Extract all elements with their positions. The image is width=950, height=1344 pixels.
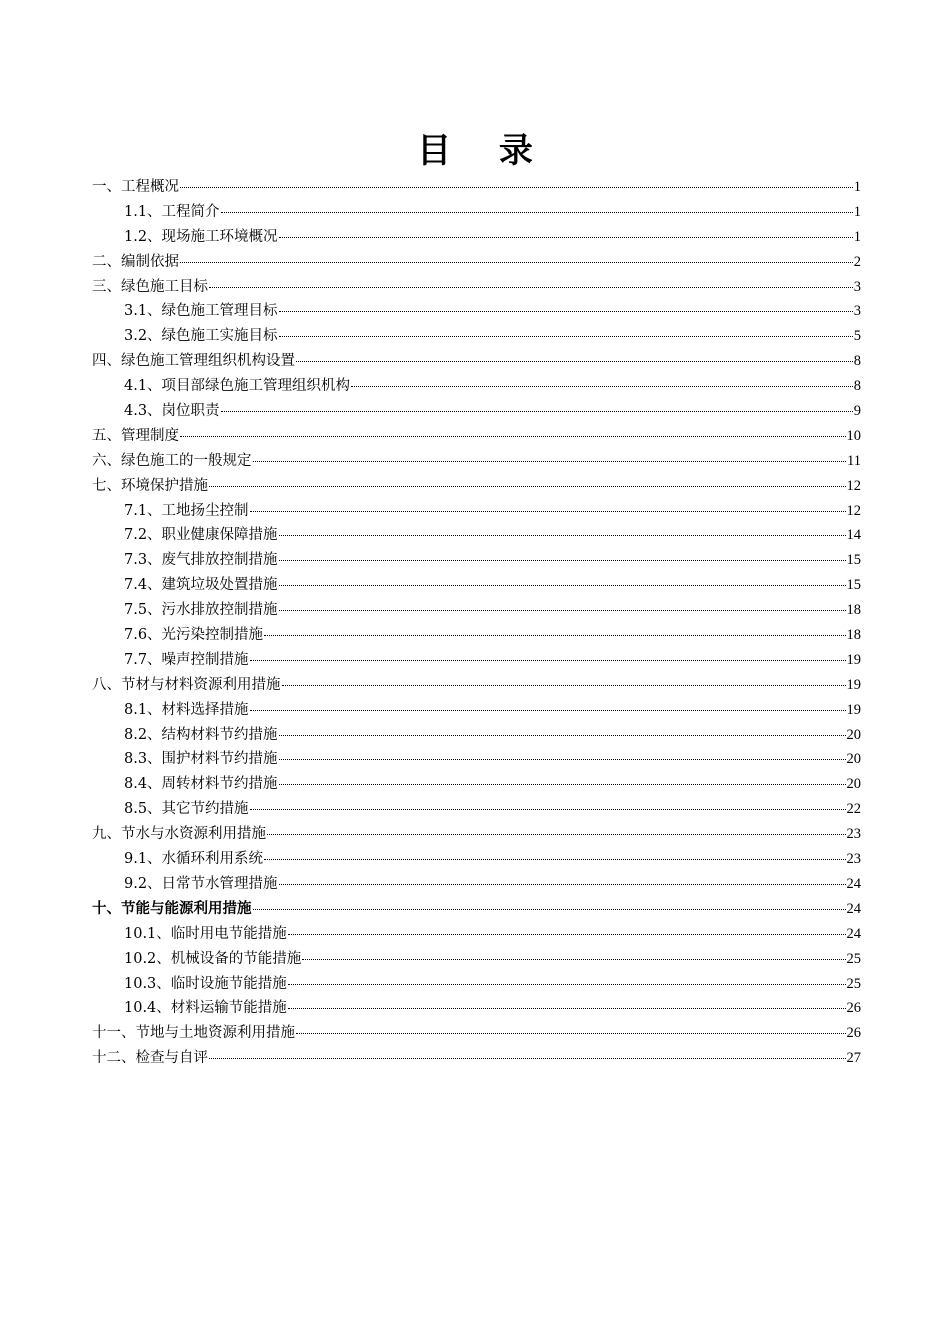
toc-entry-page-number: 19 <box>846 701 861 718</box>
toc-entry[interactable] <box>92 847 861 872</box>
toc-entry[interactable] <box>92 548 861 573</box>
toc-entry[interactable] <box>92 822 861 847</box>
toc-dot-leader <box>267 833 846 835</box>
toc-entry-label: 7.2、职业健康保障措施 <box>124 527 278 544</box>
toc-entry-page-number: 20 <box>846 726 861 743</box>
toc-dot-leader <box>288 933 846 935</box>
toc-dot-leader <box>180 435 846 437</box>
toc-entry-page-number: 15 <box>846 552 861 569</box>
toc-entry-label: 3.2、绿色施工实施目标 <box>124 328 278 345</box>
toc-entry-page-number: 3 <box>853 303 861 320</box>
toc-entry[interactable] <box>92 499 861 524</box>
toc-entry-page-number: 24 <box>846 925 861 942</box>
toc-entry-page-number: 26 <box>846 1025 861 1042</box>
toc-dot-leader <box>279 584 846 586</box>
toc-entry-page-number: 22 <box>846 801 861 818</box>
toc-title: 目 录 <box>417 131 551 171</box>
toc-entry[interactable] <box>92 598 861 623</box>
toc-entry-label: 二、编制依据 <box>92 253 179 270</box>
toc-entry[interactable] <box>92 872 861 897</box>
toc-entry-label: 1.2、现场施工环境概况 <box>124 228 278 245</box>
toc-entry-label: 8.4、周转材料节约措施 <box>124 776 278 793</box>
toc-dot-leader <box>279 883 846 885</box>
toc-entry[interactable] <box>92 175 861 200</box>
toc-dot-leader <box>250 510 846 512</box>
toc-entry-page-number: 10 <box>846 427 861 444</box>
toc-entry-label: 7.1、工地扬尘控制 <box>124 502 249 519</box>
toc-entry-page-number: 2 <box>853 253 861 270</box>
toc-entry-label: 九、节水与水资源利用措施 <box>92 826 266 843</box>
toc-entry-page-number: 27 <box>846 1050 861 1067</box>
toc-dot-leader <box>288 1007 846 1009</box>
toc-entry-label: 10.1、临时用电节能措施 <box>124 925 287 942</box>
toc-entry-label: 五、管理制度 <box>92 427 179 444</box>
toc-entry-label: 9.2、日常节水管理措施 <box>124 875 278 892</box>
toc-entry-label: 8.5、其它节约措施 <box>124 801 249 818</box>
toc-entry-label: 六、绿色施工的一般规定 <box>92 452 252 469</box>
toc-entry-label: 10.4、材料运输节能措施 <box>124 1000 287 1017</box>
toc-entry-page-number: 12 <box>846 502 861 519</box>
toc-entry-page-number: 5 <box>853 328 861 345</box>
toc-dot-leader <box>279 734 846 736</box>
toc-entry-label: 一、工程概况 <box>92 179 179 195</box>
toc-entry-label: 7.6、光污染控制措施 <box>124 627 264 644</box>
toc-entry-page-number: 12 <box>846 477 861 494</box>
toc-entry[interactable] <box>92 200 861 225</box>
toc-entry-label: 8.1、材料选择措施 <box>124 701 249 718</box>
toc-dot-leader <box>264 858 845 860</box>
toc-dot-leader <box>209 286 853 288</box>
toc-entry-page-number: 9 <box>853 403 861 420</box>
toc-entry[interactable] <box>92 673 861 698</box>
toc-entry[interactable] <box>92 947 861 972</box>
toc-entry[interactable] <box>92 797 861 822</box>
toc-entry-label: 8.2、结构材料节约措施 <box>124 726 278 743</box>
toc-dot-leader <box>253 460 847 462</box>
toc-dot-leader <box>250 659 846 661</box>
toc-dot-leader <box>279 559 846 561</box>
toc-entry[interactable] <box>92 225 861 250</box>
toc-entry[interactable] <box>92 474 861 499</box>
toc-entry[interactable] <box>92 250 861 275</box>
toc-entry[interactable] <box>92 747 861 772</box>
toc-entry-page-number: 1 <box>853 179 861 195</box>
toc-entry[interactable] <box>92 922 861 947</box>
toc-dot-leader <box>180 186 853 188</box>
toc-entry[interactable] <box>92 374 861 399</box>
toc-entry-label: 十二、检查与自评 <box>92 1050 208 1067</box>
toc-entry-page-number: 8 <box>853 378 861 395</box>
toc-entry[interactable] <box>92 723 861 748</box>
toc-dot-leader <box>180 261 853 263</box>
toc-dot-leader <box>279 783 846 785</box>
toc-entry-page-number: 1 <box>853 228 861 245</box>
toc-dot-leader <box>282 684 846 686</box>
toc-dot-leader <box>302 958 845 960</box>
toc-dot-leader <box>250 808 846 810</box>
toc-entry[interactable] <box>92 1046 861 1071</box>
toc-entry[interactable] <box>92 349 861 374</box>
toc-entry[interactable] <box>92 648 861 673</box>
toc-entry-label: 7.4、建筑垃圾处置措施 <box>124 577 278 594</box>
toc-dot-leader <box>253 908 846 910</box>
toc-entry-label: 8.3、围护材料节约措施 <box>124 751 278 768</box>
toc-entry-label: 三、绿色施工目标 <box>92 278 208 295</box>
toc-entry-page-number: 24 <box>846 875 861 892</box>
toc-entry-page-number: 20 <box>846 751 861 768</box>
toc-entry-page-number: 26 <box>846 1000 861 1017</box>
toc-dot-leader <box>279 310 853 312</box>
toc-entry-label: 10.2、机械设备的节能措施 <box>124 950 302 967</box>
toc-dot-leader <box>279 758 846 760</box>
toc-entry-page-number: 14 <box>846 527 861 544</box>
toc-entry-page-number: 18 <box>846 627 861 644</box>
toc-entry-label: 7.7、噪声控制措施 <box>124 651 249 668</box>
toc-entry-label: 10.3、临时设施节能措施 <box>124 975 287 992</box>
toc-dot-leader <box>264 634 845 636</box>
toc-entry-label: 3.1、绿色施工管理目标 <box>124 303 278 320</box>
toc-entry-page-number: 24 <box>846 900 861 917</box>
toc-entry-page-number: 20 <box>846 776 861 793</box>
table-of-contents <box>92 175 861 1071</box>
toc-entry[interactable] <box>92 623 861 648</box>
toc-entry-page-number: 23 <box>846 826 861 843</box>
toc-entry-page-number: 25 <box>846 950 861 967</box>
toc-entry-label: 9.1、水循环利用系统 <box>124 851 264 868</box>
toc-entry-label: 7.5、污水排放控制措施 <box>124 602 278 619</box>
toc-entry-page-number: 1 <box>853 203 861 220</box>
toc-entry-label: 七、环境保护措施 <box>92 477 208 494</box>
toc-entry-page-number: 19 <box>846 676 861 693</box>
toc-dot-leader <box>296 360 853 362</box>
toc-dot-leader <box>296 1032 846 1034</box>
toc-entry[interactable] <box>92 972 861 997</box>
toc-entry-label: 八、节材与材料资源利用措施 <box>92 676 281 693</box>
toc-dot-leader <box>250 709 846 711</box>
toc-dot-leader <box>288 983 846 985</box>
toc-dot-leader <box>209 485 846 487</box>
toc-entry[interactable] <box>92 523 861 548</box>
toc-dot-leader <box>221 410 853 412</box>
toc-entry-page-number: 19 <box>846 651 861 668</box>
toc-entry-page-number: 3 <box>853 278 861 295</box>
toc-entry-page-number: 11 <box>847 452 861 469</box>
toc-entry-page-number: 25 <box>846 975 861 992</box>
toc-entry-page-number: 23 <box>846 851 861 868</box>
toc-entry[interactable] <box>92 275 861 300</box>
toc-entry[interactable] <box>92 897 861 922</box>
toc-dot-leader <box>279 609 846 611</box>
toc-dot-leader <box>209 1057 846 1059</box>
toc-dot-leader <box>279 236 853 238</box>
toc-dot-leader <box>351 385 853 387</box>
toc-entry[interactable] <box>92 424 861 449</box>
toc-entry[interactable] <box>92 698 861 723</box>
toc-entry-label: 7.3、废气排放控制措施 <box>124 552 278 569</box>
toc-entry-page-number: 8 <box>853 353 861 370</box>
toc-entry[interactable] <box>92 299 861 324</box>
toc-dot-leader <box>279 534 846 536</box>
toc-entry[interactable] <box>92 399 861 424</box>
toc-entry-label: 1.1、工程简介 <box>124 203 220 220</box>
toc-entry[interactable] <box>92 573 861 598</box>
toc-entry[interactable] <box>92 324 861 349</box>
toc-entry-page-number: 18 <box>846 602 861 619</box>
toc-entry-page-number: 15 <box>846 577 861 594</box>
toc-entry[interactable] <box>92 1021 861 1046</box>
toc-entry-label: 四、绿色施工管理组织机构设置 <box>92 353 295 370</box>
toc-entry[interactable] <box>92 996 861 1021</box>
toc-entry[interactable] <box>92 772 861 797</box>
toc-dot-leader <box>279 335 853 337</box>
toc-dot-leader <box>221 211 853 213</box>
toc-entry-label: 4.3、岗位职责 <box>124 403 220 420</box>
toc-entry-label: 十、节能与能源利用措施 <box>92 899 252 917</box>
toc-entry-label: 4.1、项目部绿色施工管理组织机构 <box>124 378 351 395</box>
toc-entry-label: 十一、节地与土地资源利用措施 <box>92 1025 295 1042</box>
toc-entry[interactable] <box>92 449 861 474</box>
